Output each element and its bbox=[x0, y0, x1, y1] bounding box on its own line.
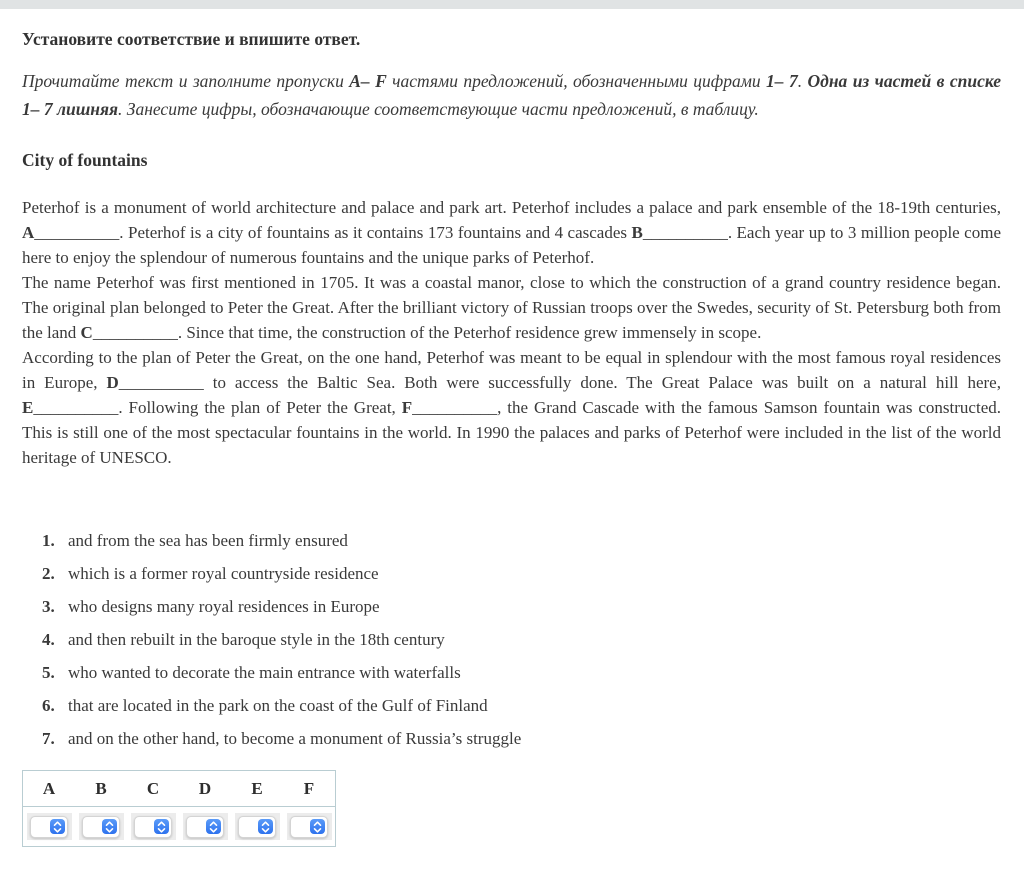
answer-column-header-a: A bbox=[42, 778, 56, 798]
gap-line: __________ bbox=[34, 223, 120, 242]
text-run: C bbox=[80, 323, 93, 342]
gap-line: __________ bbox=[118, 373, 204, 392]
answer-column-header-c: C bbox=[146, 778, 160, 798]
answer-cell-b bbox=[75, 807, 127, 847]
option-item bbox=[42, 597, 1001, 617]
option-item bbox=[42, 663, 1001, 683]
option-number: 3. bbox=[42, 597, 55, 616]
text-run: . Peterhof is a city of fountains as it contains 173 fountains and 4 cascades bbox=[119, 223, 632, 242]
top-bar bbox=[0, 0, 1024, 9]
option-number: 6. bbox=[42, 696, 55, 715]
select-plate bbox=[27, 813, 72, 840]
answer-cell-a bbox=[23, 807, 76, 847]
answer-cell-c bbox=[127, 807, 179, 847]
option-text: which is a former royal countryside residence bbox=[68, 564, 379, 583]
answer-cell-d bbox=[179, 807, 231, 847]
text-run: . Занесите цифры, обозначающие соответствующие части предложений, в таблицу. bbox=[118, 99, 759, 119]
text-run: . Each year up to 3 million people come here to enjoy the splendour of numerous fountains and the unique parks of Peterhof. bbox=[22, 223, 1001, 267]
answer-column-header-f: F bbox=[303, 778, 315, 798]
answer-column-header-d: D bbox=[198, 778, 212, 798]
select-plate bbox=[287, 813, 332, 840]
text-run: B bbox=[631, 223, 643, 242]
answer-cell-f bbox=[283, 807, 336, 847]
gap-line: __________ bbox=[92, 323, 178, 342]
answer-select-e[interactable] bbox=[238, 816, 276, 838]
reading-paragraph bbox=[22, 345, 1001, 470]
select-stepper-icon bbox=[206, 819, 221, 834]
text-run: Прочитайте текст и заполните пропуски bbox=[22, 71, 350, 91]
text-run: to access the Baltic Sea. Both were successfully done. The Great Palace was built on a natural hill here, bbox=[203, 373, 1001, 392]
text-run: E bbox=[22, 398, 34, 417]
option-text: and then rebuilt in the baroque style in the 18th century bbox=[68, 630, 445, 649]
options-list bbox=[42, 531, 1001, 749]
reading-title: City of fountains bbox=[22, 150, 148, 170]
option-number: 5. bbox=[42, 663, 55, 682]
select-stepper-icon bbox=[310, 819, 325, 834]
select-plate bbox=[235, 813, 280, 840]
answer-select-d[interactable] bbox=[186, 816, 224, 838]
option-number: 7. bbox=[42, 729, 55, 748]
text-run: Одна из частей в списке 1– 7 лишняя bbox=[22, 71, 1002, 119]
answer-column-header-b: B bbox=[95, 778, 107, 798]
text-run: F bbox=[401, 398, 413, 417]
text-run: . Following the plan of Peter the Great, bbox=[118, 398, 402, 417]
answer-select-b[interactable] bbox=[82, 816, 120, 838]
reading-paragraph bbox=[22, 270, 1001, 345]
answer-select-a[interactable] bbox=[30, 816, 68, 838]
option-item bbox=[42, 630, 1001, 650]
text-run: The name Peterhof was first mentioned in 1705. It was a coastal manor, close to which the construction of a grand country residence began. The original plan belonged to Peter the Great. After the brilliant victory of Russian troops over the Swedes, security of St. Petersburg both from the land bbox=[22, 273, 1001, 342]
text-run: . Since that time, the construction of the Peterhof residence grew immensely in scope. bbox=[177, 323, 762, 342]
option-text: and on the other hand, to become a monument of Russia’s struggle bbox=[68, 729, 522, 748]
select-plate bbox=[131, 813, 176, 840]
answer-table-select-row bbox=[23, 807, 336, 847]
option-item bbox=[42, 729, 1001, 749]
gap-line: __________ bbox=[412, 398, 498, 417]
reading-paragraph bbox=[22, 195, 1001, 270]
text-run: . bbox=[797, 71, 808, 91]
text-run: , the Grand Cascade with the famous Samson fountain was constructed. This is still one of the most spectacular fountains in the world. In 1990 the palaces and parks of Peterhof were included in the list of the world heritage of UNESCO. bbox=[22, 398, 1001, 467]
option-number: 4. bbox=[42, 630, 55, 649]
option-number: 2. bbox=[42, 564, 55, 583]
answer-column-header-e: E bbox=[251, 778, 263, 798]
answer-table-header-row bbox=[23, 771, 336, 807]
option-item bbox=[42, 531, 1001, 551]
task-heading: Установите соответствие и впишите ответ. bbox=[22, 29, 361, 49]
gap-line: __________ bbox=[33, 398, 119, 417]
text-run: According to the plan of Peter the Great, on the one hand, Peterhof was meant to be equal in splendour with the most famous royal residences in Europe, bbox=[22, 348, 1001, 392]
option-text: who designs many royal residences in Europe bbox=[68, 597, 380, 616]
text-run: 1– 7 bbox=[766, 71, 798, 91]
select-plate bbox=[183, 813, 228, 840]
answer-cell-e bbox=[231, 807, 283, 847]
option-text: that are located in the park on the coast of the Gulf of Finland bbox=[68, 696, 488, 715]
option-item bbox=[42, 696, 1001, 716]
text-run: D bbox=[106, 373, 119, 392]
answer-select-f[interactable] bbox=[290, 816, 328, 838]
answer-table bbox=[22, 770, 336, 847]
text-run: частями предложений, обозначенными цифрами bbox=[386, 71, 767, 91]
text-run: A bbox=[22, 223, 35, 242]
select-stepper-icon bbox=[258, 819, 273, 834]
option-number: 1. bbox=[42, 531, 55, 550]
gap-line: __________ bbox=[642, 223, 728, 242]
reading-body bbox=[22, 195, 1001, 470]
select-stepper-icon bbox=[154, 819, 169, 834]
task-instructions bbox=[22, 67, 1001, 123]
answer-select-c[interactable] bbox=[134, 816, 172, 838]
option-text: who wanted to decorate the main entrance with waterfalls bbox=[68, 663, 461, 682]
content bbox=[0, 28, 1024, 847]
option-item bbox=[42, 564, 1001, 584]
select-stepper-icon bbox=[102, 819, 117, 834]
text-run: Peterhof is a monument of world architecture and palace and park art. Peterhof includes a palace and park ensemble of the 18-19th centuries, bbox=[22, 198, 1001, 217]
select-plate bbox=[79, 813, 124, 840]
select-stepper-icon bbox=[50, 819, 65, 834]
text-run: A– F bbox=[349, 71, 387, 91]
option-text: and from the sea has been firmly ensured bbox=[68, 531, 348, 550]
